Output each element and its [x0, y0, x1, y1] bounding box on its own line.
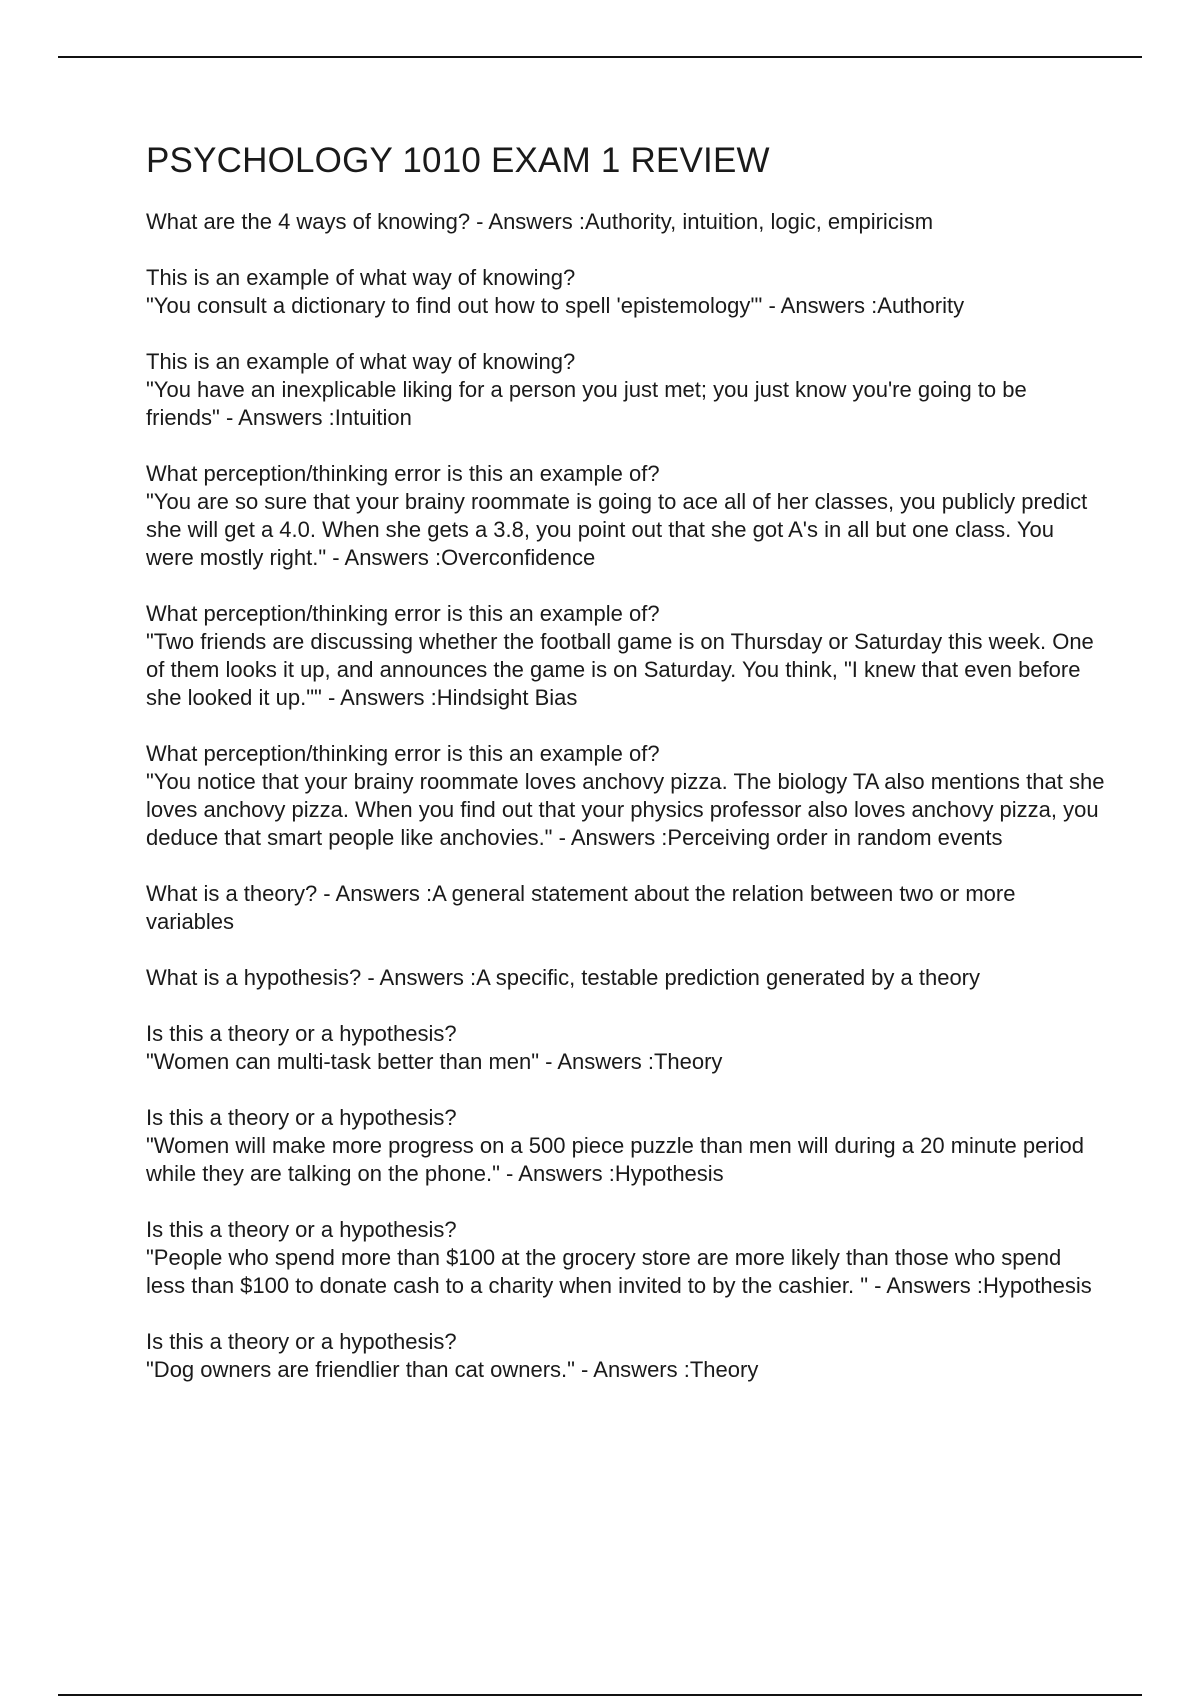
document-body: [146, 140, 1106, 1412]
qa-item: [146, 1328, 1106, 1384]
qa-question: This is an example of what way of knowing?: [146, 349, 576, 374]
qa-item: [146, 1020, 1106, 1076]
qa-answer: "Women will make more progress on a 500 piece puzzle than men will during a 20 minute period while they are talking on the phone." - Answers :Hypothesis: [146, 1133, 1084, 1186]
qa-item: [146, 600, 1106, 712]
qa-item: [146, 208, 1106, 236]
qa-answer: "You have an inexplicable liking for a person you just met; you just know you're going to be friends" - Answers :Intuition: [146, 377, 1027, 430]
qa-item: [146, 1216, 1106, 1300]
qa-question: What perception/thinking error is this an example of?: [146, 461, 660, 486]
qa-item: [146, 740, 1106, 852]
qa-answer: "Women can multi-task better than men" - Answers :Theory: [146, 1049, 723, 1074]
qa-question: Is this a theory or a hypothesis?: [146, 1329, 457, 1354]
qa-question: Is this a theory or a hypothesis?: [146, 1021, 457, 1046]
qa-item: [146, 348, 1106, 432]
qa-line: What are the 4 ways of knowing? - Answers :Authority, intuition, logic, empiricism: [146, 209, 934, 234]
qa-answer: "Dog owners are friendlier than cat owners." - Answers :Theory: [146, 1357, 759, 1382]
page-title: PSYCHOLOGY 1010 EXAM 1 REVIEW: [146, 141, 770, 180]
qa-question: Is this a theory or a hypothesis?: [146, 1217, 457, 1242]
top-rule: [58, 56, 1142, 58]
qa-item: [146, 264, 1106, 320]
qa-item: [146, 964, 1106, 992]
qa-item: [146, 1104, 1106, 1188]
qa-line: What is a theory? - Answers :A general statement about the relation between two or more variables: [146, 881, 1016, 934]
qa-item: [146, 880, 1106, 936]
qa-question: What perception/thinking error is this an example of?: [146, 601, 660, 626]
qa-answer: "You consult a dictionary to find out how to spell 'epistemology'" - Answers :Authority: [146, 293, 965, 318]
bottom-rule: [58, 1694, 1142, 1696]
qa-question: Is this a theory or a hypothesis?: [146, 1105, 457, 1130]
qa-answer: "People who spend more than $100 at the grocery store are more likely than those who spend less than $100 to donate cash to a charity when invited to by the cashier. " - Answers :Hypothesis: [146, 1245, 1092, 1298]
qa-question: What perception/thinking error is this an example of?: [146, 741, 660, 766]
qa-line: What is a hypothesis? - Answers :A specific, testable prediction generated by a theory: [146, 965, 981, 990]
qa-answer: "You notice that your brainy roommate loves anchovy pizza. The biology TA also mentions that she loves anchovy pizza. When you find out that your physics professor also loves anchovy pizza, you deduce that smart people like anchovies." - Answers :Perceiving order in random events: [146, 769, 1105, 850]
qa-answer: "Two friends are discussing whether the football game is on Thursday or Saturday this week. One of them looks it up, and announces the game is on Saturday. You think, "I knew that even before she looked it up."" - Answers :Hindsight Bias: [146, 629, 1094, 710]
qa-question: This is an example of what way of knowing?: [146, 265, 576, 290]
qa-item: [146, 460, 1106, 572]
qa-answer: "You are so sure that your brainy roommate is going to ace all of her classes, you publicly predict she will get a 4.0. When she gets a 3.8, you point out that she got A's in all but one class. You were mostly right." - Answers :Overconfidence: [146, 489, 1088, 570]
